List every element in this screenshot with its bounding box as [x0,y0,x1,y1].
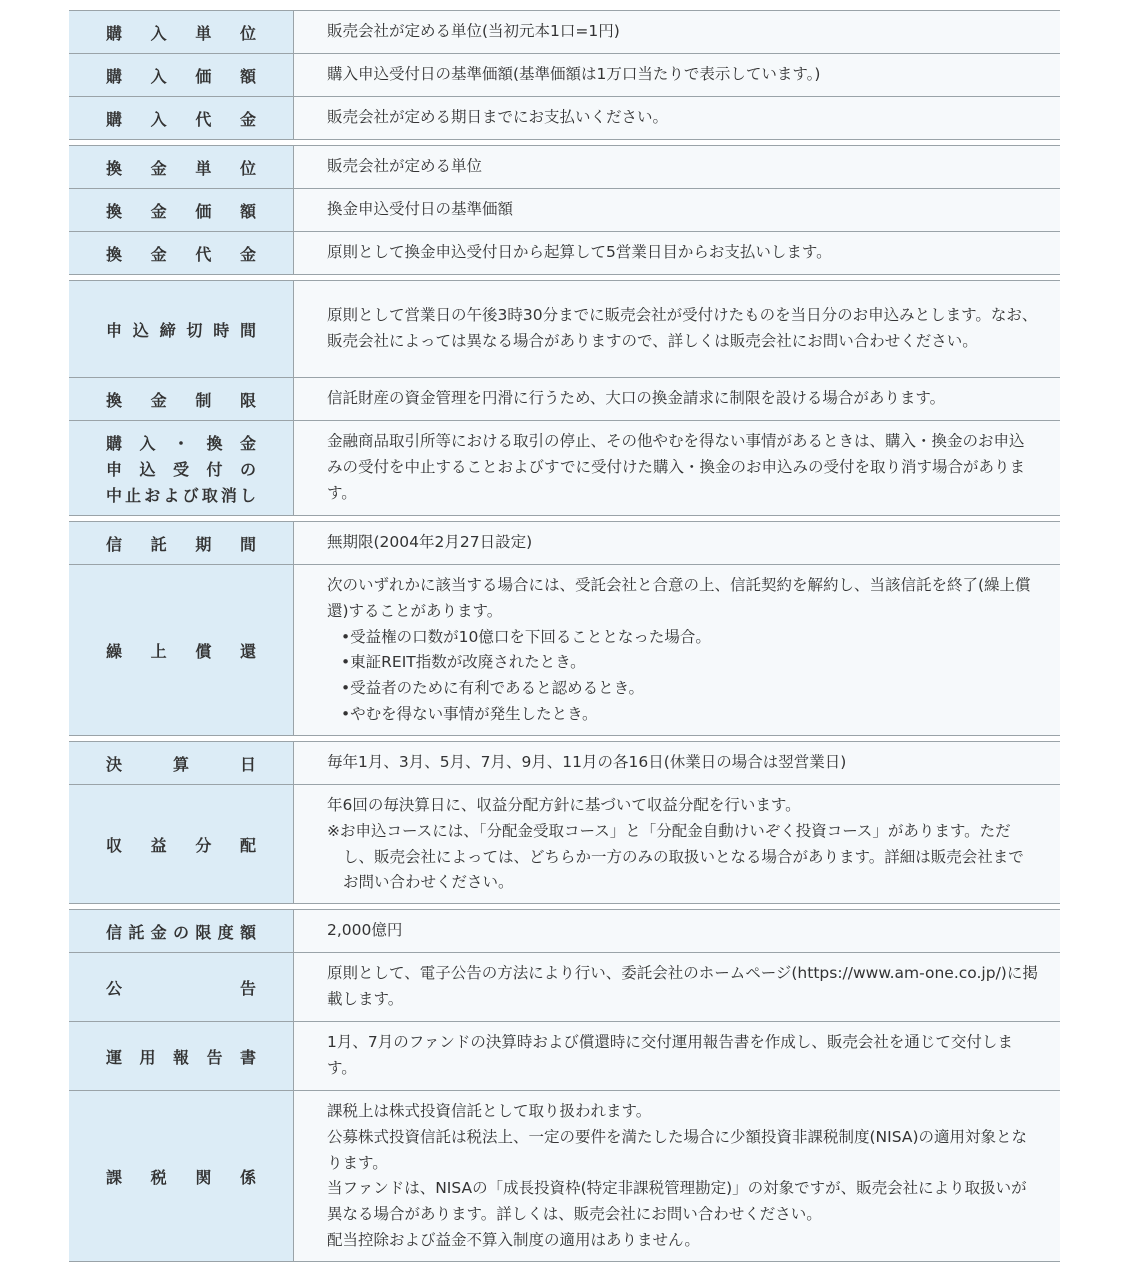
table-row [69,1090,1060,1261]
table-row [69,53,1060,96]
table-row [69,11,1060,53]
row-content [294,146,1060,188]
row-label-text [106,156,256,179]
label-char: 書 [239,1047,256,1067]
table-row [69,146,1060,188]
label-char: 分 [195,835,212,855]
bullet-item: •やむを得ない事情が発生したとき。 [341,704,598,723]
row-content [294,742,1060,784]
row-label-text [106,64,256,87]
label-char: 代 [195,109,212,129]
label-char: 限 [239,390,256,410]
label-char: 決 [106,754,123,774]
row-label-text [106,1165,256,1188]
label-char: 価 [195,201,212,221]
row-label-text [106,833,256,856]
row-content [294,11,1060,53]
label-char: 入 [150,23,167,43]
content-paragraph: 次のいずれかに該当する場合には、受託会社と合意の上、信託契約を解約し、当該信託を終了(繰上償還)することがあります。 [327,576,1031,620]
label-char: 税 [150,1167,167,1187]
bullet-item: •東証REIT指数が改廃されたとき。 [341,653,586,672]
label-char: 益 [150,835,167,855]
row-label [69,232,294,274]
row-content [294,189,1060,231]
label-char: 配 [239,835,256,855]
row-label-text [106,639,256,662]
label-char: 限 [195,922,212,942]
content-paragraph: 当ファンドは、NISAの「成長投資枠(特定非課税管理勘定)」の対象ですが、販売会社により取扱いが異なる場合があります。詳しくは、販売会社にお問い合わせください。 [327,1179,1027,1224]
row-content [294,232,1060,274]
row-label-text [106,431,256,506]
row-content [294,910,1060,952]
label-char: 購 [106,433,123,453]
label-char: 込 [132,320,149,340]
label-char: 収 [106,835,123,855]
row-label [69,54,294,96]
purchase-section [69,10,1060,140]
label-char: 換 [106,244,123,264]
label-char: 還 [239,641,256,661]
table-row [69,910,1060,952]
label-char: 繰 [106,641,123,661]
redemption-section [69,145,1060,275]
label-char: 関 [195,1167,212,1187]
row-label-text [106,752,256,775]
row-label-text [106,318,256,341]
row-label [69,421,294,515]
label-line [106,483,256,506]
row-label-text [106,199,256,222]
content-paragraph: 原則として、電子公告の方法により行い、委託会社のホームページ(https://www.am-one.co.jp/)に掲載します。 [327,964,1038,1008]
label-char: 申 [106,320,123,340]
trust-term-section [69,521,1060,736]
label-char: 額 [239,66,256,86]
content-paragraph: 換金申込受付日の基準価額 [327,200,514,219]
row-label [69,189,294,231]
label-char: 取 [201,485,218,505]
label-char: 額 [239,922,256,942]
row-label-text [106,920,256,943]
label-char: 入 [150,109,167,129]
fund-details-table [69,10,1060,1262]
table-row [69,742,1060,784]
label-line [106,431,256,454]
row-label [69,785,294,903]
label-line [106,457,256,480]
label-char: 止 [125,485,142,505]
label-char: 受 [172,459,189,479]
row-content [294,421,1060,515]
label-char: 締 [159,320,176,340]
table-row [69,952,1060,1021]
table-row [69,281,1060,377]
label-char: 託 [150,534,167,554]
other-section [69,909,1060,1262]
label-char: 込 [139,459,156,479]
content-paragraph: 購入申込受付日の基準価額(基準価額は1万口当たりで表示しています。) [327,65,821,84]
row-content [294,281,1060,377]
row-label [69,281,294,377]
row-content [294,785,1060,903]
label-char: 換 [106,390,123,410]
label-char: 金 [239,244,256,264]
row-label [69,522,294,564]
bullet-item: •受益権の口数が10億口を下回ることとなった場合。 [341,627,711,646]
table-row [69,564,1060,735]
label-char: 制 [195,390,212,410]
row-label [69,1022,294,1090]
label-char: 購 [106,23,123,43]
bullet-item: •受益者のために有利であると認めるとき。 [341,679,645,698]
content-paragraph: 1月、7月のファンドの決算時および償還時に交付運用報告書を作成し、販売会社を通じて交付します。 [327,1033,1013,1077]
label-char: 代 [195,244,212,264]
label-char: 金 [150,201,167,221]
content-paragraph: 販売会社が定める単位 [327,157,483,176]
note-paragraph: ※お申込コースには、「分配金受取コース」と「分配金自動けいぞく投資コース」があります。ただし、販売会社によっては、どちらか一方のみの取扱いとなる場合があります。詳細は販売会社までお問い合わせください。 [327,821,1024,892]
label-char: 位 [239,158,256,178]
label-char: 信 [106,922,123,942]
label-char: 度 [217,922,234,942]
label-char: 運 [106,1047,123,1067]
table-row [69,188,1060,231]
label-char: 価 [195,66,212,86]
label-char: 係 [239,1167,256,1187]
label-char: 購 [106,66,123,86]
row-label-text [106,976,256,999]
row-content [294,565,1060,735]
label-char: 間 [239,534,256,554]
label-char: 金 [239,109,256,129]
label-char: 期 [195,534,212,554]
row-content [294,953,1060,1021]
label-char: 用 [139,1047,156,1067]
row-label [69,11,294,53]
content-paragraph: 原則として営業日の午後3時30分までに販売会社が受付けたものを当日分のお申込みとします。なお、販売会社によっては異なる場合がありますので、詳しくは販売会社にお問い合わせください。 [327,306,1038,350]
content-paragraph: 課税上は株式投資信託として取り扱われます。 [327,1102,652,1120]
row-label [69,910,294,952]
label-char: 課 [106,1167,123,1187]
label-char: 日 [239,754,256,774]
content-paragraph: 原則として換金申込受付日から起算して5営業日目からお支払いします。 [327,243,832,262]
row-label-text [106,388,256,411]
table-row [69,522,1060,564]
row-label-text [106,1045,256,1068]
row-label [69,1091,294,1261]
label-char: 申 [106,459,123,479]
label-char: の [239,459,256,479]
label-char: 金 [150,158,167,178]
content-paragraph: 販売会社が定める期日までにお支払いください。 [327,108,669,127]
label-char: 金 [150,390,167,410]
row-label [69,97,294,139]
label-char: よ [163,485,180,505]
label-char: ・ [172,433,189,453]
label-char: 入 [139,433,156,453]
label-char: 位 [239,23,256,43]
label-char: 額 [239,201,256,221]
label-char: 入 [150,66,167,86]
table-row [69,1021,1060,1090]
label-char: 間 [239,320,256,340]
table-row [69,96,1060,139]
label-char: お [144,485,161,505]
table-row [69,784,1060,903]
row-content [294,522,1060,564]
label-char: 購 [106,109,123,129]
table-row [69,231,1060,274]
label-char: 単 [195,23,212,43]
content-paragraph: 毎年1月、3月、5月、7月、9月、11月の各16日(休業日の場合は翌営業日) [327,753,847,772]
content-paragraph: 公募株式投資信託は税法上、一定の要件を満たした場合に少額投資非課税制度(NISA)の適用対象となります。 [327,1127,1027,1172]
row-label [69,953,294,1021]
label-char: 金 [239,433,256,453]
label-char: 報 [172,1047,189,1067]
content-paragraph: 2,000億円 [327,921,403,940]
label-char: 償 [195,641,212,661]
label-char: 告 [239,978,256,998]
label-char: 中 [106,485,123,505]
label-char: 換 [106,201,123,221]
row-label [69,378,294,420]
label-char: 換 [206,433,223,453]
table-row [69,420,1060,515]
content-paragraph: 無期限(2004年2月27日設定) [327,533,533,552]
label-char: し [239,485,256,505]
content-paragraph: 配当控除および益金不算入制度の適用はありません。 [327,1230,700,1249]
content-paragraph: 年6回の毎決算日に、収益分配方針に基づいて収益分配を行います。 [327,796,801,814]
label-char: 時 [213,320,230,340]
label-char: 託 [128,922,145,942]
row-label [69,146,294,188]
label-char: 金 [150,922,167,942]
application-section [69,280,1060,516]
label-char: の [172,922,189,942]
row-content [294,378,1060,420]
row-content [294,1022,1060,1090]
label-char: 信 [106,534,123,554]
row-label-text [106,107,256,130]
content-paragraph: 販売会社が定める単位(当初元本1口=1円) [327,22,620,41]
settlement-section [69,741,1060,904]
table-row [69,377,1060,420]
row-label-text [106,532,256,555]
row-content [294,97,1060,139]
row-label [69,565,294,735]
row-content [294,54,1060,96]
label-char: 単 [195,158,212,178]
content-paragraph: 信託財産の資金管理を円滑に行うため、大口の換金請求に制限を設ける場合があります。 [327,389,946,408]
label-char: 付 [206,459,223,479]
label-char: 換 [106,158,123,178]
label-char: 金 [150,244,167,264]
row-content [294,1091,1060,1261]
row-label-text [106,21,256,44]
label-char: 切 [186,320,203,340]
row-label [69,742,294,784]
row-label-text [106,242,256,265]
label-char: び [182,485,199,505]
label-char: 消 [220,485,237,505]
label-char: 告 [206,1047,223,1067]
label-char: 算 [172,754,189,774]
content-paragraph: 金融商品取引所等における取引の停止、その他やむを得ない事情があるときは、購入・換金のお申込みの受付を中止することおよびすでに受付けた購入・換金のお申込みの受付を取り消す場合があります。 [327,432,1025,502]
label-char: 公 [106,978,123,998]
label-char: 上 [150,641,167,661]
